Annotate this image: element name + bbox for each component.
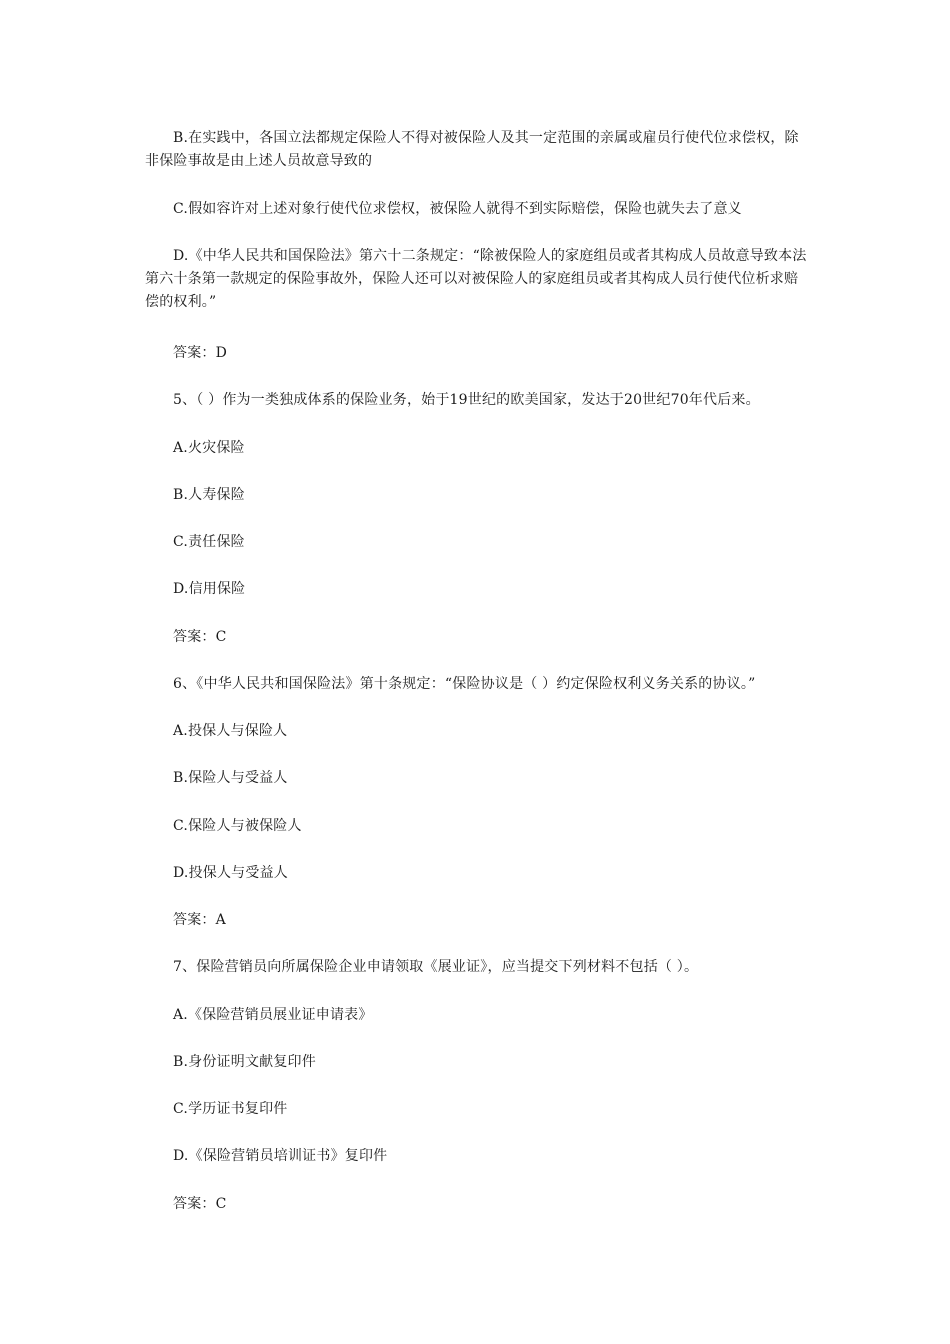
option-d-q6: D.投保人与受益人 (173, 865, 288, 881)
option-b-q4: B.在实践中，各国立法都规定保险人不得对被保险人及其一定范围的亲属或雇员行使代位求偿权，除非保险事故是由上述人员故意导致的 (145, 130, 799, 169)
option-a-q7: A.《保险营销员展业证申请表》 (173, 1007, 373, 1023)
answer-q6: 答案：A (173, 912, 226, 928)
question-6: 6、《中华人民共和国保险法》第十条规定：“保险协议是（ ）约定保险权利义务关系的协议。” (173, 676, 756, 692)
answer-q7: 答案：C (173, 1196, 227, 1212)
option-b-q5: B.人寿保险 (173, 487, 245, 503)
option-a-q6: A.投保人与保险人 (173, 723, 288, 739)
option-c-q5: C.责任保险 (173, 534, 245, 550)
option-d-q7: D.《保险营销员培训证书》复印件 (173, 1148, 388, 1164)
option-c-q7: C.学历证书复印件 (173, 1101, 288, 1117)
option-b-q6: B.保险人与受益人 (173, 770, 288, 786)
option-b-q7: B.身份证明文献复印件 (173, 1054, 316, 1070)
question-5: 5、（ ）作为一类独成体系的保险业务，始于19世纪的欧美国家，发达于20世纪70年代后来。 (173, 392, 760, 408)
answer-q5: 答案：C (173, 629, 227, 645)
option-d-q5: D.信用保险 (173, 581, 246, 597)
option-c-q6: C.保险人与被保险人 (173, 818, 302, 834)
option-a-q5: A.火灾保险 (173, 440, 245, 456)
answer-q4: 答案：D (173, 345, 228, 361)
option-d-q4: D.《中华人民共和国保险法》第六十二条规定：“除被保险人的家庭组员或者其构成人员故意导致本法第六十条第一款规定的保险事故外，保险人还可以对被保险人的家庭组员或者其构成人员行使代位析求赔偿的权利。” (145, 248, 807, 310)
question-7: 7、保险营销员向所属保险企业申请领取《展业证》，应当提交下列材料不包括（ ）。 (173, 959, 699, 975)
option-c-q4: C.假如容许对上述对象行使代位求偿权，被保险人就得不到实际赔偿，保险也就失去了意义 (173, 201, 742, 217)
